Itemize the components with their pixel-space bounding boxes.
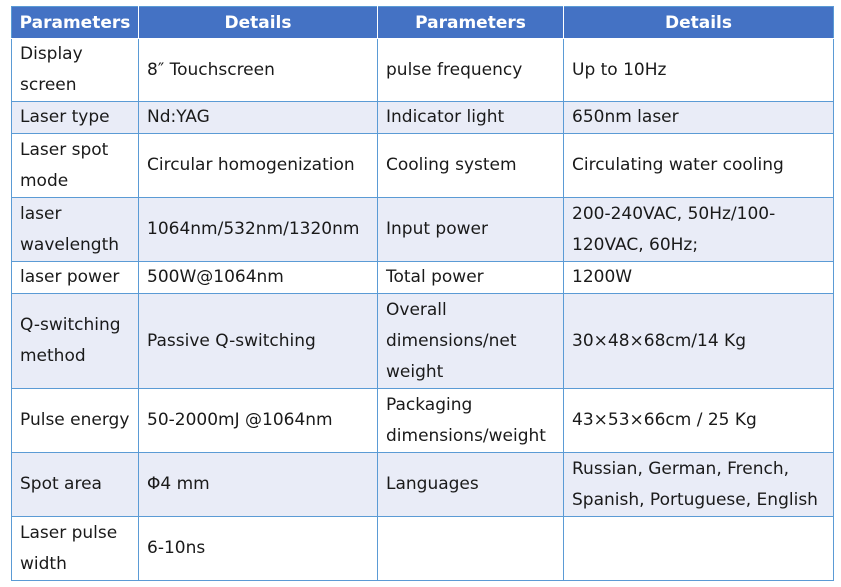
detail-cell: 30×48×68cm/14 Kg (564, 294, 834, 389)
table-row (12, 134, 834, 198)
table-row (12, 294, 834, 389)
header-details-2: Details (564, 7, 834, 39)
detail-cell: 6-10ns (139, 517, 378, 581)
param-cell: Total power (378, 262, 564, 294)
param-cell (378, 517, 564, 581)
detail-cell: 1064nm/532nm/1320nm (139, 198, 378, 262)
detail-cell: Φ4 mm (139, 453, 378, 517)
detail-cell (564, 517, 834, 581)
param-cell: Overall dimensions/net weight (378, 294, 564, 389)
detail-cell: 650nm laser (564, 102, 834, 134)
detail-cell: 50-2000mJ @1064nm (139, 389, 378, 453)
detail-cell: 1200W (564, 262, 834, 294)
param-cell: Packaging dimensions/weight (378, 389, 564, 453)
detail-cell: 200-240VAC, 50Hz/100-120VAC, 60Hz; (564, 198, 834, 262)
param-cell: Cooling system (378, 134, 564, 198)
param-cell: Laser pulse width (12, 517, 139, 581)
param-cell: Pulse energy (12, 389, 139, 453)
detail-cell: Passive Q-switching (139, 294, 378, 389)
param-cell: Spot area (12, 453, 139, 517)
param-cell: Input power (378, 198, 564, 262)
table-row (12, 262, 834, 294)
param-cell: Indicator light (378, 102, 564, 134)
header-parameters-1: Parameters (12, 7, 139, 39)
header-details-1: Details (139, 7, 378, 39)
table-row (12, 198, 834, 262)
header-parameters-2: Parameters (378, 7, 564, 39)
detail-cell: Nd:YAG (139, 102, 378, 134)
spec-table (11, 6, 834, 581)
param-cell: pulse frequency (378, 39, 564, 102)
param-cell: Q-switching method (12, 294, 139, 389)
detail-cell: Russian, German, French, Spanish, Portuguese, English (564, 453, 834, 517)
param-cell: laser wavelength (12, 198, 139, 262)
param-cell: Laser type (12, 102, 139, 134)
param-cell: Laser spot mode (12, 134, 139, 198)
table-row (12, 453, 834, 517)
param-cell: laser power (12, 262, 139, 294)
table-row (12, 389, 834, 453)
detail-cell: Circulating water cooling (564, 134, 834, 198)
detail-cell: 43×53×66cm / 25 Kg (564, 389, 834, 453)
detail-cell: 8″ Touchscreen (139, 39, 378, 102)
table-row (12, 102, 834, 134)
param-cell: Languages (378, 453, 564, 517)
detail-cell: 500W@1064nm (139, 262, 378, 294)
param-cell: Display screen (12, 39, 139, 102)
detail-cell: Circular homogenization (139, 134, 378, 198)
table-row (12, 517, 834, 581)
table-row (12, 39, 834, 102)
header-row (12, 7, 834, 39)
detail-cell: Up to 10Hz (564, 39, 834, 102)
